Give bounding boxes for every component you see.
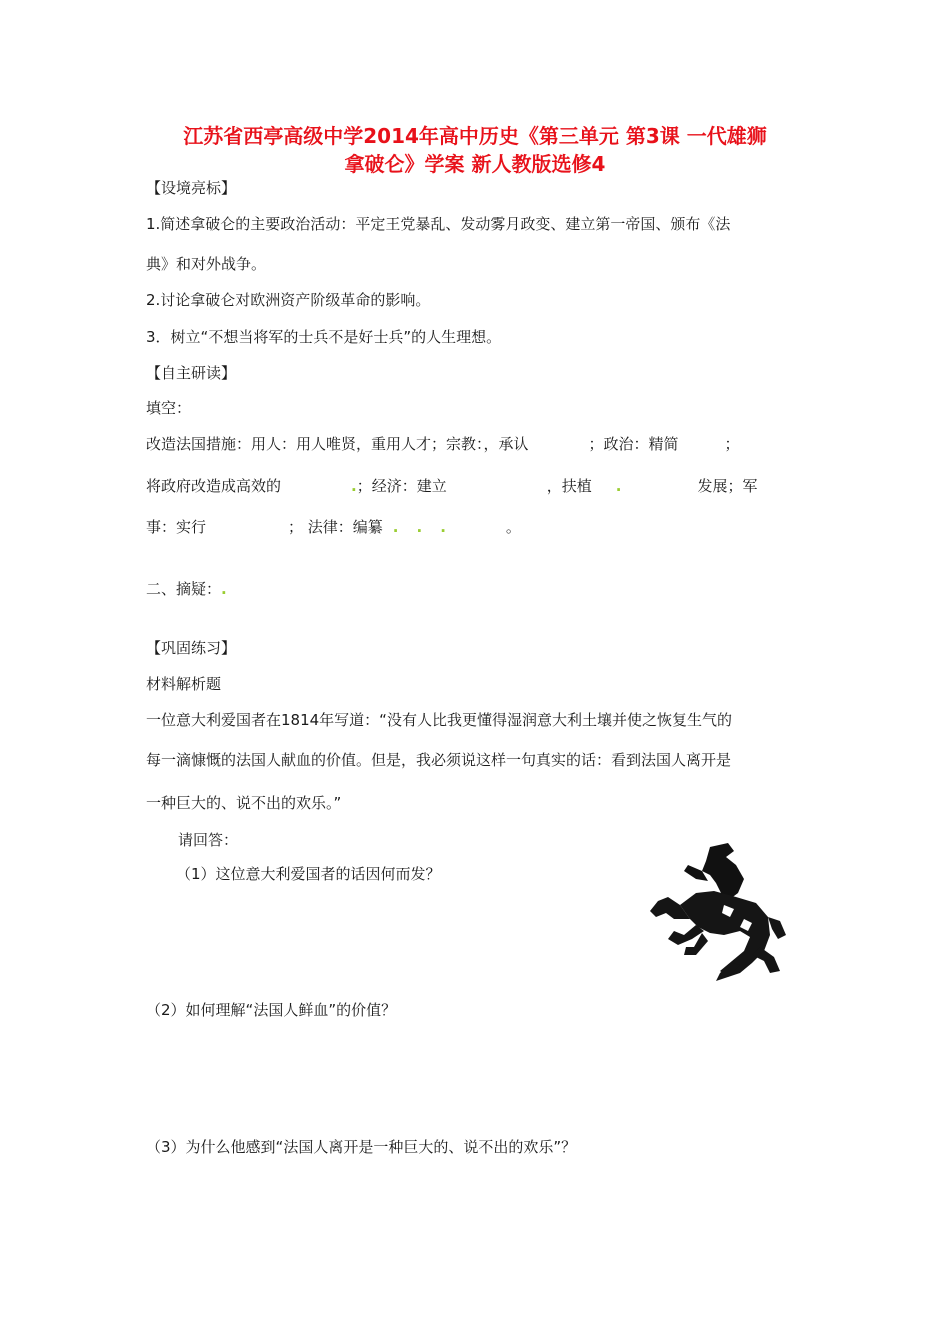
marker-dot: . [440,518,446,536]
fill-line-3 [146,517,521,537]
material-line-2: 每一滴慷慨的法国人献血的价值。但是，我必须说这样一句真实的话：看到法国人离开是 [146,751,732,769]
question-type: 材料解析题 [146,675,222,693]
question-1: （1）这位意大利爱国者的话因何而发？ [176,865,441,883]
fill-line-2-part-a: 将政府改造成高效的 [146,477,282,495]
question-3: （3）为什么他感到“法国人离开是一种巨大的、说不出的欢乐”？ [146,1138,577,1156]
document-title-line1: 江苏省西亭高级中学2014年高中历史《第三单元 第3课 一代雄狮 [183,124,767,148]
fill-line-3-part-c: 。 [505,518,521,536]
fill-line-3-part-a: 事：实行 [146,518,207,536]
fill-line-1-part-c: ； [724,435,740,453]
study-heading: 【自主研读】 [146,364,237,382]
fill-line-1 [146,434,740,454]
document-title-line2: 拿破仑》学案 新人教版选修4 [344,152,606,176]
fill-line-1-part-b: ；政治：精简 [588,435,679,453]
marker-dot: . [392,518,399,536]
fill-line-2-part-b: ；经济：建立 [356,477,447,495]
practice-heading: 【巩固练习】 [146,639,237,657]
material-line-3: 一种巨大的、说不出的欢乐。” [146,794,342,812]
material-line-1: 一位意大利爱国者在1814年写道：“没有人比我更懂得湿润意大利土壤并使之恢复生气的 [146,711,732,729]
fill-line-3-part-b: ； 法律：编纂 [288,518,383,536]
fill-line-2 [146,476,757,496]
doubts-label: 二、摘疑：. [146,580,227,598]
fill-line-2-part-c: ，扶植 [546,477,592,495]
goal-item-1-line1: 1.简述拿破仑的主要政治活动：平定王党暴乱、发动雾月政变、建立第一帝国、颁布《法 [146,215,731,233]
fill-line-2-part-d: 发展；军 [697,477,758,495]
answer-prompt: 请回答： [178,831,239,849]
marker-dot: . [416,518,423,536]
goal-item-3: 3．树立“不想当将军的士兵不是好士兵”的人生理想。 [146,328,502,346]
napoleon-horse-icon [640,835,790,985]
marker-dot: . [351,477,357,495]
marker-dot: . [615,477,622,495]
goals-heading: 【设境亮标】 [146,179,237,197]
fill-label: 填空： [146,399,192,417]
marker-dot: . [221,580,227,598]
goal-item-2: 2.讨论拿破仑对欧洲资产阶级革命的影响。 [146,291,431,309]
fill-line-1-part-a: 改造法国措施：用人：用人唯贤，重用人才；宗教：，承认 [146,435,529,453]
question-2: （2）如何理解“法国人鲜血”的价值？ [146,1001,397,1019]
goal-item-1-line2: 典》和对外战争。 [146,255,267,273]
